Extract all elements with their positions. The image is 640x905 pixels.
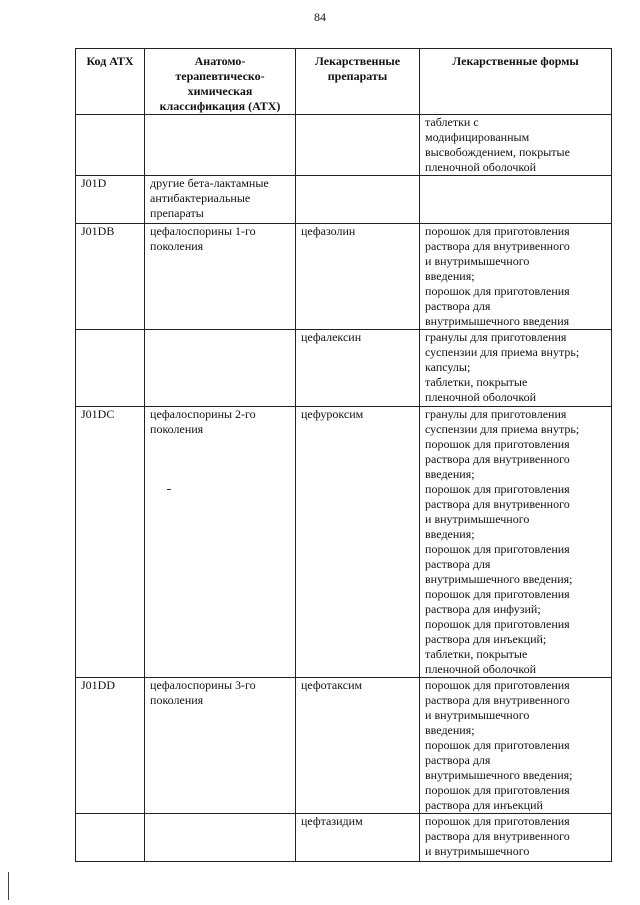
text-line: цефалоспорины 2-го bbox=[150, 407, 256, 421]
text-line: и внутримышечного bbox=[425, 708, 530, 722]
cell-drug bbox=[296, 115, 420, 176]
cell-drug: цефазолин bbox=[296, 224, 420, 330]
text-line: поколения bbox=[150, 422, 204, 436]
text-line: цефалоспорины 1-го bbox=[150, 224, 256, 238]
text-line: порошок для приготовления bbox=[425, 738, 570, 752]
cell-classification bbox=[145, 115, 296, 176]
cell-classification bbox=[145, 814, 296, 862]
text-line: раствора для внутривенного bbox=[425, 497, 570, 511]
cell-code bbox=[76, 330, 145, 407]
stray-dash-mark bbox=[167, 489, 171, 490]
text-line: суспензии для приема внутрь; bbox=[425, 345, 580, 359]
cell-forms bbox=[420, 678, 612, 814]
text-line: антибактериальные bbox=[150, 191, 251, 205]
cell-code: J01DC bbox=[76, 407, 145, 678]
table-row bbox=[76, 678, 612, 814]
text-line: порошок для приготовления bbox=[425, 617, 570, 631]
text-line: раствора для bbox=[425, 753, 491, 767]
text-line: поколения bbox=[150, 693, 204, 707]
text-line: введения; bbox=[425, 527, 475, 541]
text-line: раствора для bbox=[425, 299, 491, 313]
text-line: цефалоспорины 3-го bbox=[150, 678, 256, 692]
text-line: таблетки, покрытые bbox=[425, 647, 528, 661]
text-line: гранулы для приготовления bbox=[425, 407, 567, 421]
text-line: высвобождением, покрытые bbox=[425, 145, 570, 159]
text-line: раствора для внутривенного bbox=[425, 452, 570, 466]
cell-classification bbox=[145, 176, 296, 224]
cell-drug: цефотаксим bbox=[296, 678, 420, 814]
cell-forms bbox=[420, 224, 612, 330]
cell-classification bbox=[145, 678, 296, 814]
text-line: суспензии для приема внутрь; bbox=[425, 422, 580, 436]
cell-forms bbox=[420, 115, 612, 176]
header-drugs bbox=[296, 49, 420, 115]
cell-forms bbox=[420, 176, 612, 224]
text-line: порошок для приготовления bbox=[425, 224, 570, 238]
text-line: таблетки, покрытые bbox=[425, 375, 528, 389]
page-number: 84 bbox=[314, 10, 326, 24]
text-line: препараты bbox=[327, 69, 388, 83]
text-line: порошок для приготовления bbox=[425, 542, 570, 556]
cell-code: J01DB bbox=[76, 224, 145, 330]
cell-code bbox=[76, 115, 145, 176]
scan-edge-line bbox=[8, 872, 9, 900]
text-line: порошок для приготовления bbox=[425, 783, 570, 797]
text-line: раствора для внутривенного bbox=[425, 693, 570, 707]
cell-classification bbox=[145, 224, 296, 330]
text-line: поколения bbox=[150, 239, 204, 253]
cell-drug: цефтазидим bbox=[296, 814, 420, 862]
text-line: порошок для приготовления bbox=[425, 284, 570, 298]
cell-drug: цефуроксим bbox=[296, 407, 420, 678]
text-line: раствора для bbox=[425, 557, 491, 571]
text-line: раствора для внутривенного bbox=[425, 829, 570, 843]
text-line: введения; bbox=[425, 269, 475, 283]
text-line: модифицированным bbox=[425, 130, 530, 144]
table-row bbox=[76, 407, 612, 678]
cell-drug: цефалексин bbox=[296, 330, 420, 407]
text-line: порошок для приготовления bbox=[425, 678, 570, 692]
text-line: введения; bbox=[425, 723, 475, 737]
text-line: раствора для инфузий; bbox=[425, 602, 541, 616]
text-line: раствора для инъекций; bbox=[425, 632, 547, 646]
cell-classification bbox=[145, 330, 296, 407]
cell-code: J01DD bbox=[76, 678, 145, 814]
header-dosage-forms bbox=[420, 49, 612, 115]
cell-forms bbox=[420, 407, 612, 678]
text-line: порошок для приготовления bbox=[425, 814, 570, 828]
text-line: внутримышечного введения; bbox=[425, 572, 573, 586]
text-line: раствора для внутривенного bbox=[425, 239, 570, 253]
text-line: порошок для приготовления bbox=[425, 587, 570, 601]
text-line: капсулы; bbox=[425, 360, 471, 374]
header-atx-code bbox=[76, 49, 145, 115]
text-line: порошок для приготовления bbox=[425, 482, 570, 496]
text-line: введения; bbox=[425, 467, 475, 481]
cell-forms bbox=[420, 814, 612, 862]
text-line: Анатомо- bbox=[194, 54, 246, 68]
table-row bbox=[76, 224, 612, 330]
cell-code: J01D bbox=[76, 176, 145, 224]
cell-drug bbox=[296, 176, 420, 224]
table-row bbox=[76, 330, 612, 407]
text-line: внутримышечного введения bbox=[425, 314, 570, 328]
cell-code bbox=[76, 814, 145, 862]
text-line: Код АТХ bbox=[86, 54, 134, 68]
atx-drug-table bbox=[75, 48, 612, 862]
text-line: другие бета-лактамные bbox=[150, 176, 269, 190]
table-row bbox=[76, 814, 612, 862]
text-line: таблетки с bbox=[425, 115, 479, 129]
text-line: препараты bbox=[150, 206, 204, 220]
text-line: пленочной оболочкой bbox=[425, 662, 537, 676]
text-line: порошок для приготовления bbox=[425, 437, 570, 451]
text-line: пленочной оболочкой bbox=[425, 160, 537, 174]
text-line: химическая bbox=[187, 84, 253, 98]
table-row bbox=[76, 176, 612, 224]
text-line: Лекарственные bbox=[314, 54, 401, 68]
text-line: терапевтическо- bbox=[175, 69, 265, 83]
table-header-row bbox=[76, 49, 612, 115]
text-line: внутримышечного введения; bbox=[425, 768, 573, 782]
header-atx-classification bbox=[145, 49, 296, 115]
text-line: пленочной оболочкой bbox=[425, 390, 537, 404]
text-line: и внутримышечного bbox=[425, 254, 530, 268]
text-line: раствора для инъекций bbox=[425, 798, 543, 812]
text-line: Лекарственные формы bbox=[452, 54, 579, 68]
cell-classification bbox=[145, 407, 296, 678]
table-row bbox=[76, 115, 612, 176]
cell-forms bbox=[420, 330, 612, 407]
text-line: классификация (АТХ) bbox=[159, 99, 281, 113]
text-line: и внутримышечного bbox=[425, 844, 530, 858]
text-line: и внутримышечного bbox=[425, 512, 530, 526]
text-line: гранулы для приготовления bbox=[425, 330, 567, 344]
